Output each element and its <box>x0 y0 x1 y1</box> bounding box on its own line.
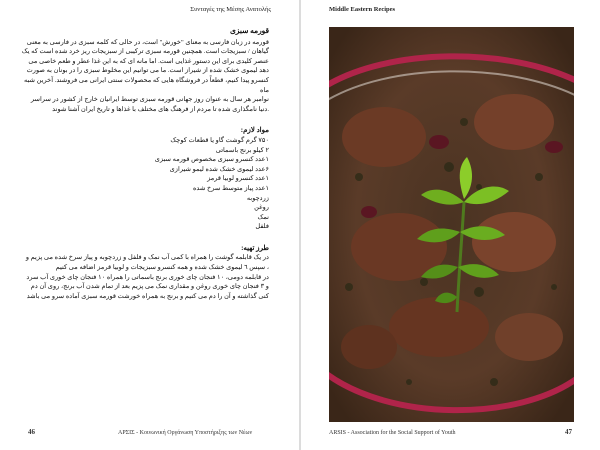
stew-image <box>329 27 574 422</box>
ingredient-item: ۱عدد کنسرو سبزی مخصوص قورمه سبزی <box>154 156 269 164</box>
right-page-footer: ARSIS - Association for the Social Support of Youth <box>329 430 456 436</box>
ingredient-item: ۱عدد کنسرو لوبیا قرمز <box>207 175 269 183</box>
left-page-number: 46 <box>28 428 35 436</box>
ingredient-item: ۷۵۰ گرم گوشت گاو یا قطعات کوچک <box>170 136 269 144</box>
ghormeh-sabzi-photo <box>329 27 574 422</box>
ingredient-item: فلفل <box>255 223 269 231</box>
left-page-header: Συνταγές της Μέσης Ανατολής <box>190 6 271 13</box>
right-page-number: 47 <box>565 428 572 436</box>
ingredient-item: ۶عدد لیموی خشک شده لیمو شیرازی <box>169 165 269 173</box>
intro-line: نوامبر هر سال به عنوان روز جهانی قورمه سبزی توسط ایرانیان خارج از کشور در سراسر <box>30 96 269 104</box>
method-line: در یک قابلمه گوشت را همراه با کمی آب نمک و فلفل و زردچوبه و پیاز سرخ شده می پزیم و <box>25 254 269 262</box>
intro-line: عنصر کلیدی برای این دستور غذایی است. اما مانه ای که به این غذا عطر و طعم خاصی می <box>28 57 269 65</box>
left-page <box>0 0 299 450</box>
method-line: و ۳ فنجان چای خوری روغن و مقداری نمک می پزیم بعد از تمام شدن آب برنج، روی آن دم <box>30 283 269 291</box>
ingredient-item: ۱عدد پیاز متوسط سرخ شده <box>192 184 269 192</box>
intro-line: کنسرو پیدا کنیم، قطعاً در فروشگاه هایی که محصولات سنتی ایرانی می فروشند. آخرین شبه ماه <box>23 76 269 94</box>
method-text <box>19 253 269 301</box>
ingredient-item: ۲ کیلو برنج باسماتی <box>215 146 269 154</box>
right-page-header: Middle Eastern Recipes <box>329 6 396 13</box>
recipe-text <box>19 26 269 301</box>
ingredient-item: زردچوبه <box>246 194 269 202</box>
method-line: در قابلمه دومی، ۱۰ فنجان چای خوری برنج باسماتی را همراه ۱۰ فنجان چای خوری آب سرد <box>26 273 269 281</box>
intro-line: .دنیا نامگذاری شده تا مردم از فرهنگ های مختلف با غذاها و تاریخ ایران آشنا شوند <box>52 105 269 113</box>
ingredients-list <box>19 136 269 232</box>
method-line: کنی گذاشته و آن را دم می کنیم و برنج به همراه خورشت قورمه سبزی آماده سرو می باشد <box>26 292 269 300</box>
intro-line: دهد لیموی خشک شده از شیراز است. ما می توانیم این مخلوط سبزی را در بونان به صورت <box>26 67 269 75</box>
intro-line: قورمه در زبان فارسی به معنای "خورش" است، در حالی که کلمه سبزی در فارسی به معنی <box>26 38 269 46</box>
ingredient-item: نمک <box>257 213 269 221</box>
intro-line: گیاهان / سبزیجات است. همچنین قورمه سبزی ترکیبی از سبزیجات ریز خرد شده است که یک <box>21 48 269 56</box>
recipe-title: قورمه سبزی <box>230 26 269 35</box>
right-page <box>301 0 600 450</box>
method-line: ، سپس ٦ لیموی خشک شده و همه کنسرو سبزیجات و لوبیا قرمز اضافه می کنیم <box>55 264 269 272</box>
recipe-intro <box>19 38 269 115</box>
ingredients-title: مواد لازم: <box>240 126 269 135</box>
left-page-footer: ΑΡΣΙΣ - Κοινωνική Οργάνωση Υποστήριξης των Νέων <box>118 430 253 436</box>
ingredient-item: روغن <box>254 204 269 212</box>
method-title: طرز تهیه: <box>241 243 269 252</box>
